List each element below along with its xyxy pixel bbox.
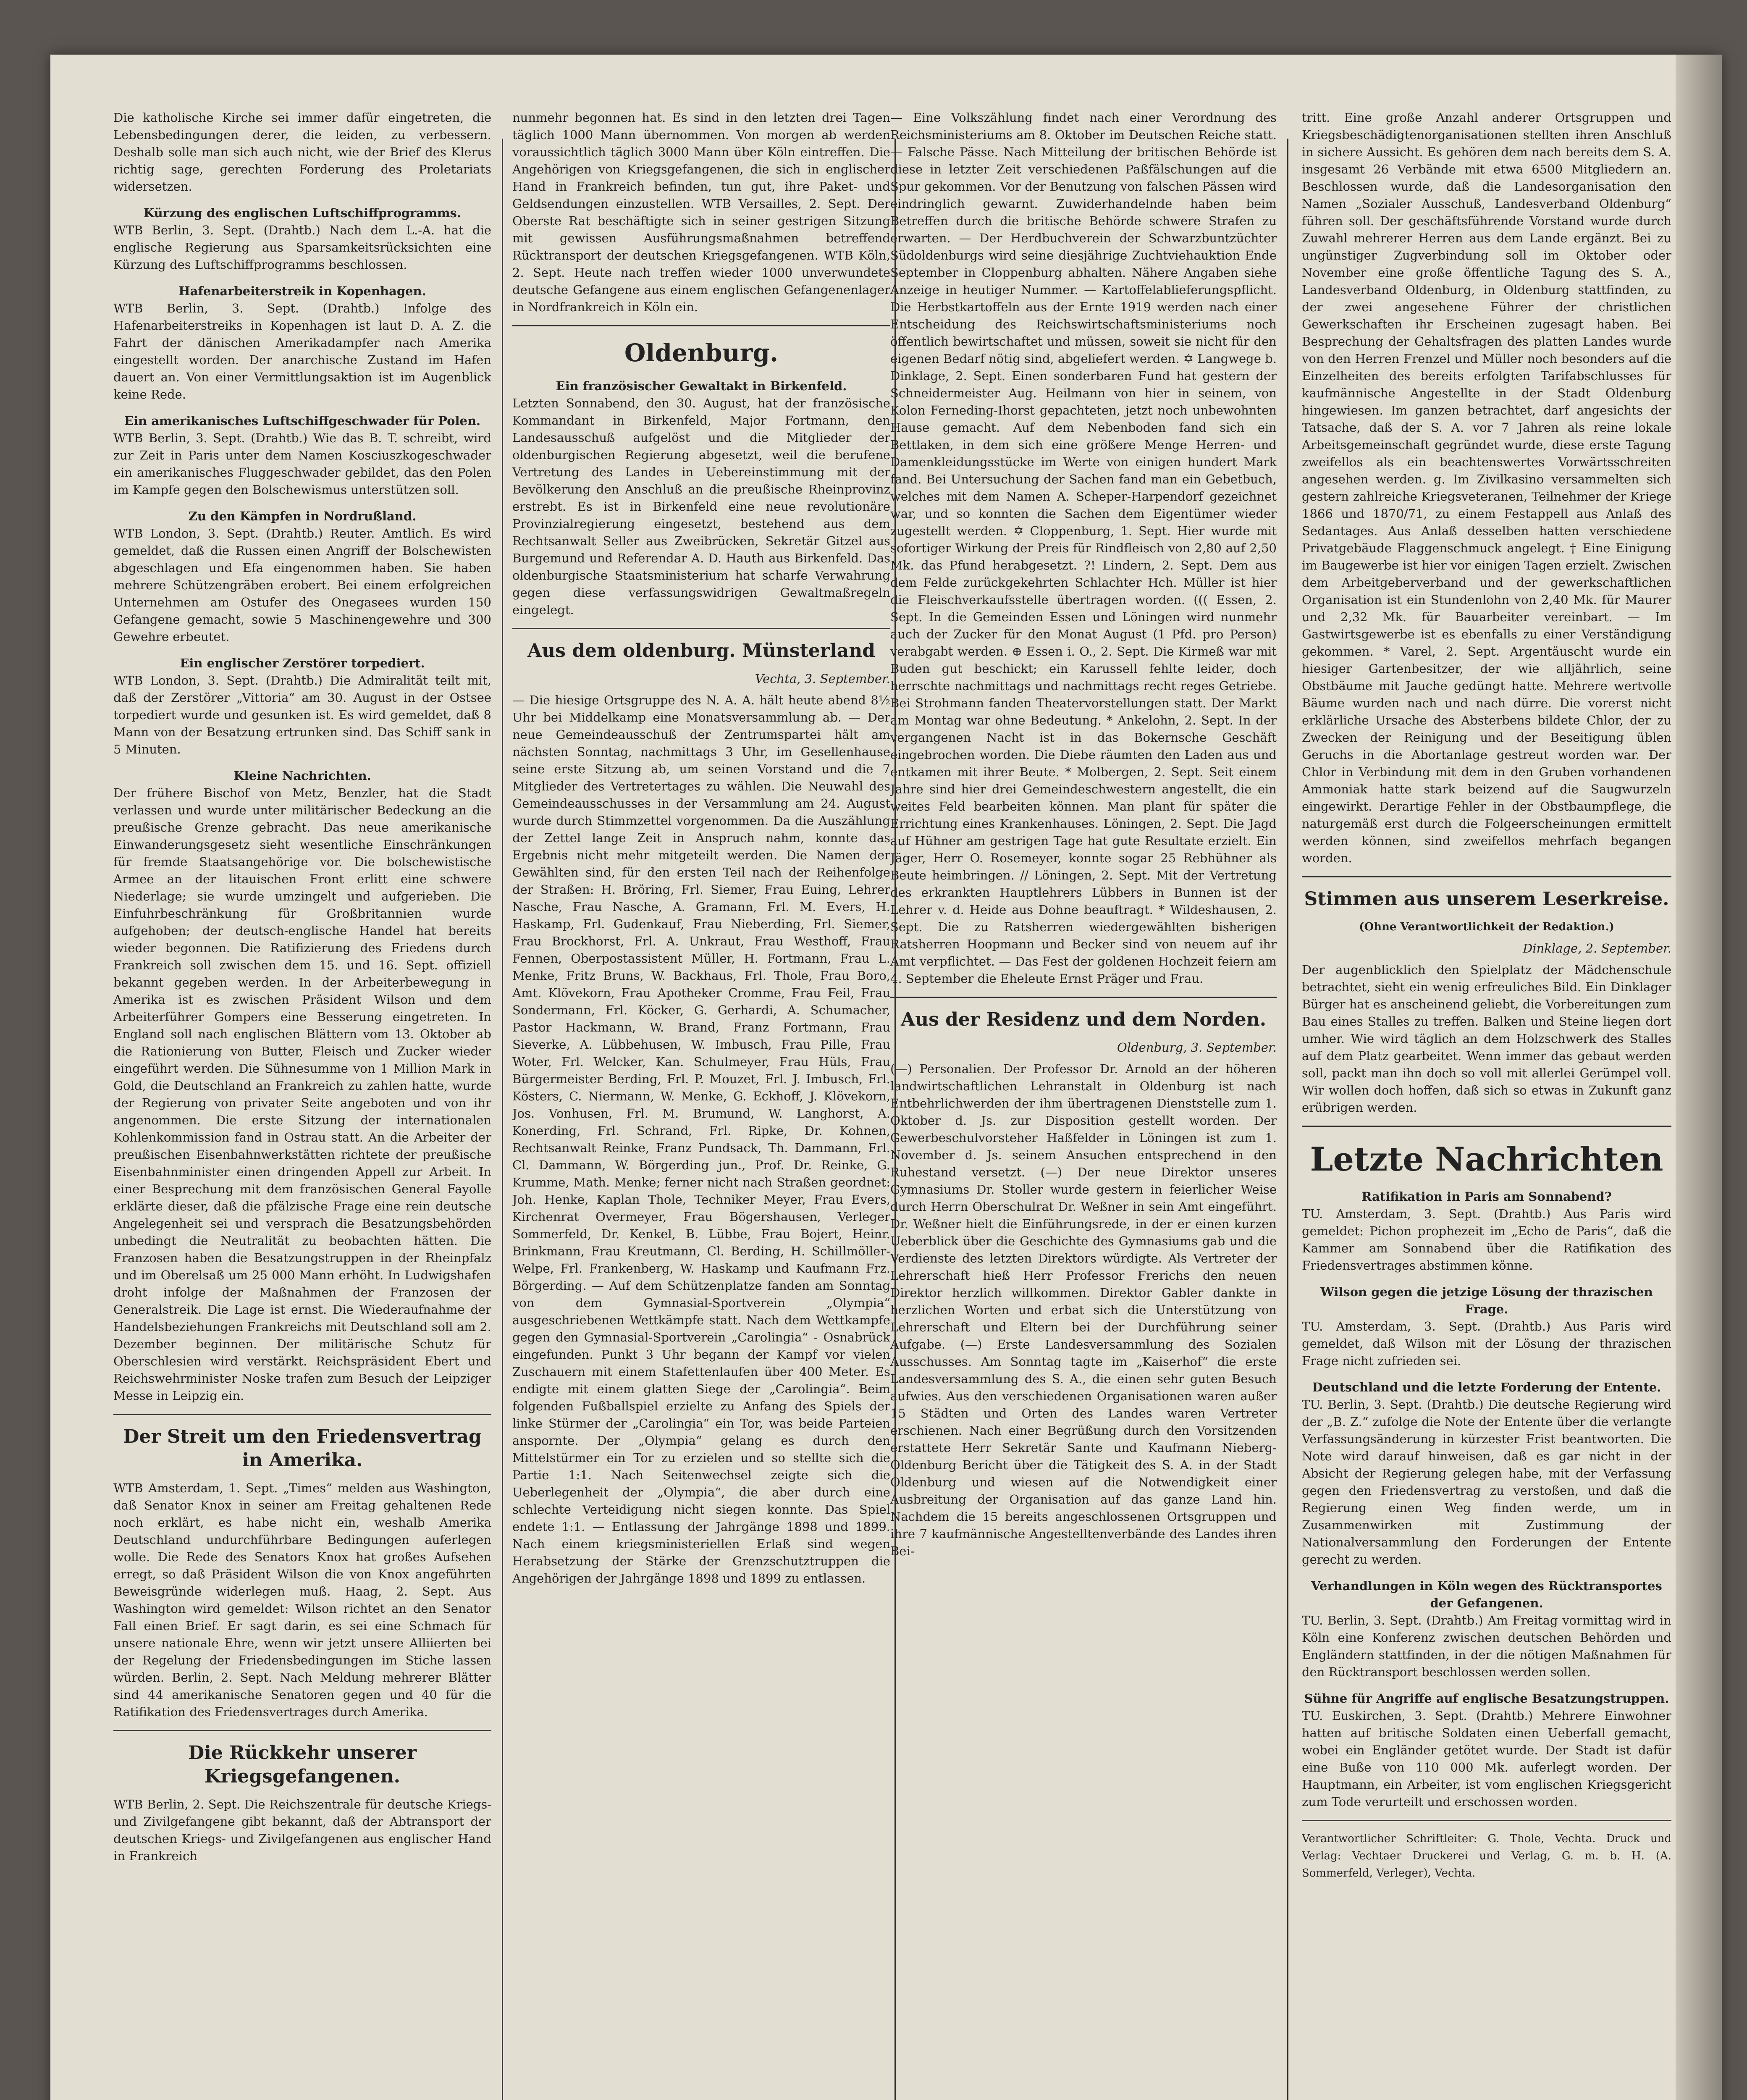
article-heading: Ein amerikanisches Luftschiffgeschwader für Polen.: [124, 414, 481, 428]
article-text: TU. Amsterdam, 3. Sept. (Drahtb.) Aus Paris wird gemeldet, daß Wilson mit der Lösung der thrazischen Frage nicht zufrieden sei.: [1302, 1319, 1671, 1368]
article-text: WTB Amsterdam, 1. Sept. „Times“ melden aus Washington, daß Senator Knox in seiner am Freitag gehaltenen Rede noch erklärt, es habe nicht ein, weshalb Amerika Deutschland undurchführbare Bedingungen auferlegen wolle. Die Rede des Senators Knox hat großes Aufsehen erregt, so daß Präsident Wilson die von Knox angeführten Beweisgründe widerlegen muß. Haag, 2. Sept. Aus Washington wird gemeldet: Wilson richtet an den Senator Fall einen Brief. Er sagt darin, es sei eine Schmach für unsere nationale Ehre, wenn wir jetzt unsere Alliierten bei der Regelung der Friedensbedingungen im Stiche lassen würden. Berlin, 2. Sept. Nach Meldung mehrerer Blätter sind 44 amerikanische Senatoren gegen und 40 für die Ratifikation des Friedensvertrages durch Amerika.: [113, 1481, 491, 1719]
article-text: — Die hiesige Ortsgruppe des N. A. A. hält heute abend 8½ Uhr bei Middelkamp eine Monatsversammlung ab. — Der neue Gemeindeausschuß der Zentrumspartei hält am nächsten Sonntag, nachmittags 3 Uhr, im Gesellenhause seine erste Sitzung ab, um seinen Vorstand und die 7 Mitglieder des Vertretertages zu wählen. Die Neuwahl des Gemeindeausschusses in der Versammlung am 24. August wurde durch Stimmzettel vorgenommen. Da die Auszählung der Zettel lange Zeit in Anspruch nahm, konnte das Ergebnis nicht mehr mitgeteilt werden. Die Namen der Gewählten sind, für den ersten Teil nach der Reihenfolge der Straßen: H. Bröring, Frl. Siemer, Frau Euing, Lehrer Nasche, Frau Nasche, A. Gramann, Frl. M. Evers, H. Haskamp, Frl. Gudenkauf, Frau Nieberding, Frl. Siemer, Frau Brockhorst, Frl. A. Unkraut, Frau Westhoff, Frau Fennen, Oberpostassistent Müller, H. Fortmann, Frau L. Menke, Fritz Bruns, W. Backhaus, Frl. Thole, Frau Boro, Amt. Klövekorn, Frau Apotheker Cromme, Frau Feil, Frau Sondermann, Frl. Köcker, G. Gerhardi, A. Schumacher, Pastor Hackmann, W. Brand, Franz Fortmann, Frau Sieverke, A. Lübbehusen, W. Imbusch, Frau Pille, Frau Woter, Frl. Welcker, Kan. Schulmeyer, Frau Hüls, Frau Bürgermeister Berding, Frl. P. Mouzet, Frl. J. Imbusch, Frl. Kösters, C. Niermann, W. Menke, G. Eckhoff, J. Klövekorn, Jos. Vonhusen, Frl. M. Brumund, W. Langhorst, A. Konerding, Frl. Schrand, Frl. Ripke, Dr. Kohnen, Rechtsanwalt Reinke, Franz Pundsack, Th. Dammann, Frl. Cl. Dammann, W. Börgerding jun., Prof. Dr. Reinke, G. Krumme, Math. Menke; ferner nicht nach Straßen geordnet: Joh. Henke, Kaplan Thole, Techniker Meyer, Frau Evers, Kirchenrat Overmeyer, Frau Bögershausen, Verleger Sommerfeld, Dr. Kenkel, B. Lübbe, Frau Bojert, Heinr. Brinkmann, Frau Kreutmann, Cl. Berding, H. Schillmöller-Welpe, Frl. Frankenberg, W. Haskamp und Kaufmann Frz. Börgerding. — Auf dem Schützenplatze fanden am Sonntag von dem Gymnasial-Sportverein „Olympia“ ausgeschriebenen Wettkämpfe statt. Nach dem Wettkampfe gegen den Gymnasial-Sportverein „Carolingia“ - Osnabrück eingefunden. Punkt 3 Uhr begann der Kampf vor vielen Zuschauern mit einem Stafettenlaufen über 400 Meter. Es endigte mit einem glatten Siege der „Carolingia“. Beim folgenden Fußballspiel erzielte zu Anfang des Spiels der linke Stürmer der „Carolingia“ ein Tor, was beide Parteien anspornte. Der „Olympia“ gelang es durch den Mittelstürmer ein Tor zu erzielen und so stellte sich die Partie 1:1. Nach Seitenwechsel zeigte sich die Ueberlegenheit der „Olympia“, die aber durch eine schlechte Verteidigung nicht siegen konnte. Das Spiel endete 1:1. — Entlassung der Jahrgänge 1898 und 1899. Nach einem kriegsministeriellen Erlaß sind wegen Herabsetzung der Stärke der Grenzschutztruppen die Angehörigen der Jahrgänge 1898 und 1899 zu entlassen.: [512, 693, 890, 1586]
section-subtitle: (Ohne Verantwortlichkeit der Redaktion.): [1359, 921, 1614, 933]
divider: [512, 325, 890, 326]
divider: [1302, 1126, 1671, 1127]
article-title: Die Rückkehr unserer Kriegsgefangenen.: [188, 1742, 417, 1787]
article-text: WTB London, 3. Sept. (Drahtb.) Die Admiralität teilt mit, daß der Zerstörer „Vittoria“ am 30. August in der Ostsee torpediert wurde und gesunken ist. Es wird gemeldet, daß 8 Mann von der Besatzung ertrunken sind. Das Schiff sank in 5 Minuten.: [113, 673, 491, 756]
dateline: Oldenburg, 3. September.: [1117, 1040, 1277, 1055]
article-text: WTB Berlin, 3. Sept. (Drahtb.) Infolge des Hafenarbeiterstreiks in Kopenhagen ist laut D. A. Z. die Fahrt der dänischen Amerikadampfer nach Amerika eingestellt worden. Der anarchische Zustand im Hafen dauert an. Von einer Vermittlungsaktion ist im Augenblick keine Rede.: [113, 301, 491, 402]
section-title: Letzte Nachrichten: [1310, 1140, 1663, 1179]
section-title: Aus der Residenz und dem Norden.: [900, 1009, 1267, 1030]
article-heading: Ratifikation in Paris am Sonnabend?: [1361, 1189, 1612, 1204]
article-heading: Wilson gegen die jetzige Lösung der thrazischen Frage.: [1320, 1285, 1653, 1316]
article-heading: Ein englischer Zerstörer torpediert.: [180, 656, 425, 670]
article-text: — Eine Volkszählung findet nach einer Verordnung des Reichsministeriums am 8. Oktober im Deutschen Reiche statt. — Falsche Pässe. Nach Mitteilung der britischen Behörde ist diese in letzter Zeit verschiedenen Paßfälschungen auf die Spur gekommen. Vor der Benutzung von falschen Pässen wird eindringlich gewarnt. Zuwiderhandelnde haben beim Betreffen durch die britische Behörde schwere Strafen zu erwarten. — Der Herdbuchverein der Schwarzbuntzüchter Südoldenburgs wird seine diesjährige Zuchtviehauktion Ende September in Cloppenburg abhalten. Nähere Angaben siehe Anzeige in heutiger Nummer. — Kartoffelablieferungspflicht. Die Herbstkartoffeln aus der Ernte 1919 werden nach einer Entscheidung des Reichswirtschaftsministeriums noch öffentlich bewirtschaftet und müssen, soweit sie nicht für den eigenen Bedarf nötig sind, abgeliefert werden. ✡ Langwege b. Dinklage, 2. Sept. Einen sonderbaren Fund hat gestern der Schneidermeister Aug. Heilmann von hier in seinem, von Kolon Ferneding-Ihorst gepachteten, jetzt noch unbewohnten Hause gemacht. Auf dem Nebenboden fand sich ein Bettlaken, in dem sich eine größere Menge Herren- und Damenkleidungsstücke im Werte von einigen hundert Mark fand. Bei Untersuchung der Sachen fand man ein Gebetbuch, welches mit dem Namen A. Scheper-Harpendorf gezeichnet war, und so konnten die Sachen dem Eigentümer wieder zugestellt werden. ✡ Cloppenburg, 1. Sept. Hier wurde mit sofortiger Wirkung der Preis für Rindfleisch von 2,80 auf 2,50 Mk. das Pfund herabgesetzt. ?! Lindern, 2. Sept. Dem aus dem Felde zurückgekehrten Schlachter Hch. Müller ist hier die Fleischverkaufsstelle übertragen worden. ((( Essen, 2. Sept. In die Gemeinden Essen und Löningen wird nunmehr auch der Zucker für den Monat August (1 Pfd. pro Person) verabgabt werden. ⊕ Essen i. O., 2. Sept. Die Kirmeß war mit Buden gut beschickt; ein Karussell fehlte leider, doch herrschte nachmittags und nachmittags recht reges Getriebe. Bei Strohmann fanden Theatervorstellungen statt. Der Markt am Montag war ohne Bedeutung. * Ankelohn, 2. Sept. In der vergangenen Nacht ist in das Bokernsche Geschäft eingebrochen worden. Die Diebe räumten den Laden aus und entkamen mit ihrer Beute. * Molbergen, 2. Sept. Seit einem Jahre sind hier drei Gemeindeschwestern angestellt, die ein weites Feld bearbeiten können. Man plant für später die Errichtung eines Krankenhauses. Löningen, 2. Sept. Die Jagd auf Hühner am gestrigen Tage hat gute Resultate erzielt. Ein Jäger, Herr O. Rosemeyer, konnte sogar 25 Rebhühner als Beute heimbringen. // Löningen, 2. Sept. Mit der Vertretung des erkrankten Hauptlehrers Lübbers in Bunnen ist der Lehrer v. d. Heide aus Dohne beauftragt. * Wildeshausen, 2. Sept. Die zu Ratsherren wiedergewählten bisherigen Ratsherren Hoopmann und Becker sind von neuem auf ihr Amt verpflichtet. — Das Fest der goldenen Hochzeit feiern am 4. September die Eheleute Ernst Präger und Frau.: [890, 110, 1277, 986]
article-text: nunmehr begonnen hat. Es sind in den letzten drei Tagen täglich 1000 Mann übernommen. Von morgen ab werden voraussichtlich täglich 3000 Mann über Köln eintreffen. Die Angehörigen von Kriegsgefangenen, die sich in englischer Hand in Frankreich befinden, tun gut, ihre Paket- und Geldsendungen einzustellen. WTB Versailles, 2. Sept. Der Oberste Rat beschäftigte sich in seiner gestrigen Sitzung mit gewissen Ausführungsmaßnahmen betreffend Rücktransport der deutschen Kriegsgefangenen. WTB Köln, 2. Sept. Heute nach treffen wieder 1000 unverwundete deutsche Gefangene aus einem englischen Gefangenenlager in Nordfrankreich in Köln ein.: [512, 110, 890, 314]
column-2: [512, 109, 890, 1596]
article-heading: Sühne für Angriffe auf englische Besatzungstruppen.: [1304, 1691, 1669, 1706]
section-heading: Kleine Nachrichten.: [233, 769, 371, 783]
article-heading: Kürzung des englischen Luftschiffprogramms.: [144, 206, 461, 220]
article-text: TU. Berlin, 3. Sept. (Drahtb.) Am Freitag vormittag wird in Köln eine Konferenz zwischen deutschen Behörden und Engländern stattfinden, in der die nötigen Maßnahmen für den Rücktransport beschlossen werden sollen.: [1302, 1613, 1671, 1679]
column-3: [890, 109, 1277, 1569]
article-heading: Hafenarbeiterstreik in Kopenhagen.: [178, 284, 426, 298]
page-gutter: [1676, 55, 1722, 2100]
section-title: Stimmen aus unserem Leserkreise.: [1304, 888, 1669, 910]
article-text: WTB Berlin, 2. Sept. Die Reichszentrale für deutsche Kriegs- und Zivilgefangene gibt bekannt, daß der Abtransport der deutschen Kriegs- und Zivilgefangenen aus englischer Hand in Frankreich: [113, 1797, 491, 1863]
column-rule: [502, 139, 503, 2100]
article-heading: Deutschland und die letzte Forderung der Entente.: [1312, 1380, 1661, 1394]
article-text: TU. Amsterdam, 3. Sept. (Drahtb.) Aus Paris wird gemeldet: Pichon prophezeit im „Echo de Paris“, daß die Kammer am Sonnabend über die Ratifikation des Friedensvertrages abstimmen könne.: [1302, 1207, 1671, 1273]
section-title: Oldenburg.: [624, 339, 779, 367]
article-title: Der Streit um den Friedensvertrag in Amerika.: [123, 1426, 482, 1471]
article-text: (—) Personalien. Der Professor Dr. Arnold an der höheren landwirtschaftlichen Lehranstalt in Oldenburg ist nach Entbehrlichwerden der ihm übertragenen Dienststelle zum 1. Oktober d. Js. zur Disposition gestellt worden. Der Gewerbeschulvorsteher Haßfelder in Löningen ist zum 1. November d. Js. seinem Ansuchen entsprechend in den Ruhestand versetzt. (—) Der neue Direktor unseres Gymnasiums Dr. Stoller wurde gestern in feierlicher Weise durch Herrn Oberschulrat Dr. Weßner in sein Amt eingeführt. Dr. Weßner hielt die Einführungsrede, in der er einen kurzen Ueberblick über die Geschichte des Gymnasiums gab und die Verdienste des letzten Direktors würdigte. Als Vertreter der Lehrerschaft hieß Herr Professor Frerichs den neuen Direktor herzlich willkommen. Direktor Gabler dankte in herzlichen Worten und erbat sich die Unterstützung von Lehrerschaft und Eltern bei der Durchführung seiner Aufgabe. (—) Erste Landesversammlung des Sozialen Ausschusses. Am Sonntag tagte im „Kaiserhof“ die erste Landesversammlung des S. A., die einen sehr guten Besuch aufwies. Aus den verschiedenen Organisationen waren außer 15 Städten und Orten des Landes waren Vertreter erschienen. Nach einer Begrüßung durch den Vorsitzenden erstattete Herr Sekretär Sante und Kaufmann Nieberg-Oldenburg Bericht über die Tätigkeit des S. A. in der Stadt Oldenburg und wiesen auf die Notwendigkeit einer Ausbreitung der Organisation auf das ganze Land hin. Nachdem die 15 bereits angeschlossenen Ortsgruppen und ihre 7 kaufmännische Angestelltenverbände des Landes ihren Bei-: [890, 1062, 1277, 1558]
dateline: Vechta, 3. September.: [755, 672, 890, 686]
column-rule: [1287, 139, 1288, 2100]
article-text: tritt. Eine große Anzahl anderer Ortsgruppen und Kriegsbeschädigtenorganisationen stellten ihren Anschluß in sichere Aussicht. Es gehören dem nach bereits dem S. A. insgesamt 26 Verbände mit etwa 6500 Mitgliedern an. Beschlossen wurde, daß die Landesorganisation den Namen „Sozialer Ausschuß, Landesverband Oldenburg“ führen soll. Der geschäftsführende Vorstand wurde durch Zuwahl mehrerer Herren aus dem Lande ergänzt. Bei zu ungünstiger Zugverbindung soll im Oktober oder November eine große öffentliche Tagung des S. A., Landesverband Oldenburg, in Oldenburg stattfinden, zu der zwei angesehene Führer der christlichen Gewerkschaften ihr Erscheinen zugesagt haben. Bei Besprechung der Gehaltsfragen des platten Landes wurde von den Herren Frenzel und Müller noch besonders auf die Einzelheiten des bereits erfolgten Tarifabschlusses für kaufmännische Angestellte in der Stadt Oldenburg hingewiesen. Im ganzen betrachtet, darf angesichts der Tatsache, daß der S. A. vor 7 Jahren als reine lokale Arbeitsgemeinschaft gegründet wurde, diese erste Tagung zweifellos als ein beachtenswertes Vorwärtsschreiten angesehen werden. g. Im Zivilkasino versammelten sich gestern zahlreiche Kriegsveteranen, Teilnehmer der Kriege 1866 und 1870/71, zu einem Festappell aus Anlaß des Sedantages. Aus Anlaß desselben hatten verschiedene Privatgebäude Flaggenschmuck angelegt. † Eine Einigung im Baugewerbe ist hier vor einigen Tagen erzielt. Zwischen dem Arbeitgeberverband und der gewerkschaftlichen Organisation ist ein Stundenlohn von 2,40 Mk. für Maurer und 2,32 Mk. für Bauarbeiter vereinbart. — Im Gastwirtsgewerbe ist es ebenfalls zu einer Verständigung gekommen. * Varel, 2. Sept. Argentäuscht wurde ein hiesiger Gartenbesitzer, der wie alljährlich, seine Obstbäume mit Jauche gedüngt hatte. Mehrere wertvolle Bäume wurden nach und nach dürre. Die vorerst nicht erklärliche Ursache des Absterbens bildete Chlor, der zu Zwecken der Reinigung und der Beseitigung üblen Geruchs in die Abortanlage gestreut worden war. Der Chlor in Verbindung mit dem in den Gruben vorhandenen Ammoniak hatte stark beizend auf die Saugwurzeln eingewirkt. Derartige Fehler in der Obstbaumpflege, die naturgemäß erst durch die Folgeerscheinungen ermittelt werden können, sind zweifellos mehrfach begangen worden.: [1302, 110, 1671, 865]
column-1: [113, 109, 491, 1874]
article-text: Der augenblicklich den Spielplatz der Mädchenschule betrachtet, sieht ein wenig erfreuliches Bild. Ein Dinklager Bürger hat es anscheinend geliebt, die Vorbereitungen zum Bau eines Stalles zu treffen. Balken und Steine liegen dort umher. Wie wird täglich an dem Holzschwerk des Stalles auf dem Platz gearbeitet. Wenn immer das gebaut werden soll, packt man ihn doch so voll mit allerlei Gerümpel voll. Wir wollen doch hoffen, daß sich so etwas in Zukunft ganz erübrigen werden.: [1302, 963, 1671, 1115]
article-heading: Verhandlungen in Köln wegen des Rücktransportes der Gefangenen.: [1311, 1579, 1662, 1610]
article-text: TU. Euskirchen, 3. Sept. (Drahtb.) Mehrere Einwohner hatten auf britische Soldaten einen Ueberfall gemacht, wobei ein Engländer getötet wurde. Der Stadt ist dafür eine Buße von 110 000 Mk. auferlegt worden. Der Hauptmann, ein Arbeiter, ist vom englischen Kriegsgericht zum Tode verurteilt und erschossen worden.: [1302, 1709, 1671, 1809]
divider: [1302, 1820, 1671, 1821]
divider: [1302, 876, 1671, 877]
article-text: Letzten Sonnabend, den 30. August, hat der französische Kommandant in Birkenfeld, Major Fortmann, den Landesausschuß aufgelöst und die Mitglieder der oldenburgischen Regierung abgesetzt, weil die berufene Vertretung des Landes in Uebereinstimmung mit der Bevölkerung den Anschluß an die preußische Rheinprovinz erstrebt. Es ist in Birkenfeld eine neue revolutionäre Provinzialregierung eingesetzt, bestehend aus dem Rechtsanwalt Seller aus Zweibrücken, Sekretär Gitzel aus Burgemund und Referendar A. D. Hauth aus Birkenfeld. Das oldenburgische Staatsministerium hat scharfe Verwahrung gegen diese verfassungswidrigen Gewaltmaßregeln eingelegt.: [512, 396, 890, 617]
divider: [890, 997, 1277, 998]
article-text: WTB Berlin, 3. Sept. (Drahtb.) Nach dem L.-A. hat die englische Regierung aus Sparsamkeitsrücksichten eine Kürzung des Luftschiffprogramms beschlossen.: [113, 223, 491, 272]
divider: [512, 628, 890, 629]
article-heading: Zu den Kämpfen in Nordrußland.: [188, 509, 417, 523]
column-4: [1302, 109, 1671, 1882]
article-heading: Ein französischer Gewaltakt in Birkenfeld.: [556, 379, 847, 393]
article-text: WTB Berlin, 3. Sept. (Drahtb.) Wie das B. T. schreibt, wird zur Zeit in Paris unter dem Namen Kosciuszkogeschwader ein amerikanisches Fluggeschwader gebildet, das den Polen im Kampfe gegen den Bolschewismus unterstützen soll.: [113, 431, 491, 497]
article-text: Die katholische Kirche sei immer dafür eingetreten, die Lebensbedingungen derer, die leiden, zu verbessern. Deshalb solle man sich auch nicht, wie der Brief des Klerus richtig sage, gerechten Forderung des Proletariats widersetzen.: [113, 110, 491, 194]
imprint: Verantwortlicher Schriftleiter: G. Thole, Vechta. Druck und Verlag: Vechtaer Druckerei und Verlag, G. m. b. H. (A. Sommerfeld, Verleger), Vechta.: [1302, 1832, 1671, 1880]
divider: [113, 1730, 491, 1731]
dateline: Dinklage, 2. September.: [1523, 941, 1671, 956]
newspaper-page: [50, 55, 1722, 2100]
article-text: Der frühere Bischof von Metz, Benzler, hat die Stadt verlassen und wurde unter militärischer Bedeckung an die preußische Grenze gebracht. Das neue amerikanische Einwanderungsgesetz sieht wesentliche Einschränkungen für fremde Staatsangehörige vor. Die bolschewistische Armee an der litauischen Front erlitt eine schwere Niederlage; sie wurde umzingelt und aufgerieben. Die Einfuhrbeschränkung für Großbritannien wurde aufgehoben; der deutsch-englische Handel hat bereits wieder begonnen. Die Ratifizierung des Friedens durch Frankreich soll zwischen dem 15. und 16. Sept. offiziell bekannt gegeben werden. In der Arbeiterbewegung in Amerika ist es zwischen Präsident Wilson und dem Arbeiterführer Gompers eine Besserung eingetreten. In England soll nach englischen Blättern vom 13. Oktober ab die Rationierung von Butter, Fleisch und Zucker wieder eingeführt werden. Die Sühnesumme von 1 Million Mark in Gold, die Deutschland an Frankreich zu zahlen hatte, wurde der Regierung von privater Seite angeboten und von ihr angenommen. Die erste Sitzung der internationalen Kohlenkommission fand in Ostrau statt. An die Arbeiter der preußischen Eisenbahnwerkstätten richtete der preußische Eisenbahnminister einen dringenden Appell zur Arbeit. In einer Besprechung mit dem französischen General Fayolle erklärte dieser, daß die pfälzische Frage eine rein deutsche Angelegenheit sei und versprach die Besatzungsbehörden unbedingt die Neutralität zu beobachten hätten. Die Franzosen haben die Besatzungstruppen in der Rheinpfalz und im Oberelsaß um 25 000 Mann erhöht. In Ludwigshafen droht infolge der Maßnahmen der Franzosen der Generalstreik. Die Lage ist ernst. Die Wiederaufnahme der Handelsbeziehungen Frankreichs mit Deutschland soll am 2. Dezember beginnen. Der militärische Schutz für Oberschlesien wird verstärkt. Reichspräsident Ebert und Reichswehrminister Noske trafen zum Besuch der Leipziger Messe in Leipzig ein.: [113, 786, 491, 1403]
section-title: Aus dem oldenburg. Münsterland: [527, 640, 875, 662]
article-text: WTB London, 3. Sept. (Drahtb.) Reuter. Amtlich. Es wird gemeldet, daß die Russen einen Angriff der Bolschewisten abgeschlagen und Efa eingenommen haben. Sie haben mehrere Schützengräben erobert. Bei einem erfolgreichen Unternehmen am Ostufer des Onegasees wurden 150 Gefangene gemacht, sowie 5 Maschinengewehre und 300 Gewehre erbeutet.: [113, 526, 491, 644]
article-text: TU. Berlin, 3. Sept. (Drahtb.) Die deutsche Regierung wird der „B. Z.“ zufolge die Note der Entente über die verlangte Verfassungsänderung in kürzester Frist beantworten. Die Note wird darauf hinweisen, daß es gar nicht in der Absicht der Regierung gelegen habe, mit der Verfassung gegen den Friedensvertrag zu verstoßen, und daß die Regierung einen Weg finden werde, um in Zusammenwirken mit Zustimmung der Nationalversammlung den Forderungen der Entente gerecht zu werden.: [1302, 1397, 1671, 1567]
divider: [113, 1414, 491, 1415]
